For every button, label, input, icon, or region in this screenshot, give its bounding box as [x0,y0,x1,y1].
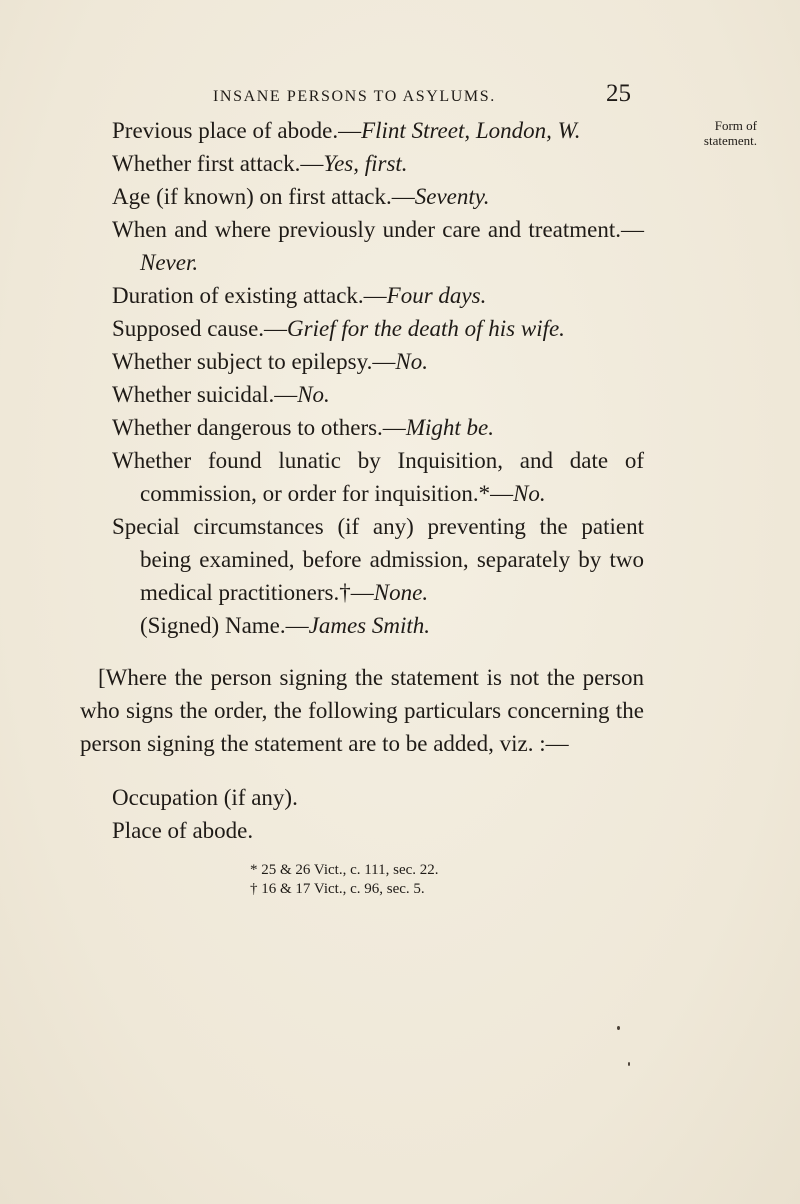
entry-first-attack [112,147,644,180]
entry-question: Whether found lunatic by Inquisition, and date of commission, or order for inquisition.*— [112,448,644,506]
entry-answer: No. [513,481,546,506]
entry-answer: Grief for the death of his wife. [287,316,565,341]
particular-abode: Place of abode. [112,818,254,843]
margin-note-line-2: statement. [703,133,757,148]
entry-question: Whether subject to epilepsy.— [112,349,396,374]
signature-label: (Signed) Name.— [140,613,309,638]
instruction-note: [Where the person signing the statement is not the person who signs the order, the following particulars concerning the person signing the statement are to be added, viz. :— [80,665,644,756]
entry-previous-treatment [112,213,644,279]
signature-name: James Smith. [308,613,431,638]
particulars-list [112,781,644,847]
statement-body [80,114,644,899]
entry-answer: Flint Street, London, W. [361,118,581,143]
entry-question: Whether first attack.— [112,151,324,176]
entry-supposed-cause [112,312,644,345]
running-head: INSANE PERSONS TO ASYLUMS. [213,88,496,105]
entry-answer: Never. [140,250,199,275]
entry-answer: Seventy. [414,184,490,209]
footnotes [112,861,644,899]
entry-question: Previous place of abode.— [112,118,362,143]
ink-speck [617,1026,620,1030]
entry-age-first-attack [112,180,644,213]
entry-answer: Might be. [405,415,494,440]
entry-special-circumstances [112,510,644,609]
entry-question: Special circumstances (if any) preventing the patient being examined, before admission, separately by two medical practitioners.†— [112,514,644,605]
footnote-2: † 16 & 17 Vict., c. 96, sec. 5. [250,881,425,897]
margin-note [657,118,757,148]
entry-question: Whether suicidal.— [112,382,298,407]
entry-answer: None. [373,580,429,605]
entry-previous-abode [112,114,644,147]
signature-line [112,609,644,642]
entry-question: When and where previously under care and treatment.— [112,217,644,242]
entry-duration [112,279,644,312]
entry-answer: No. [395,349,428,374]
entry-suicidal [112,378,644,411]
entry-inquisition [112,444,644,510]
entry-question: Whether dangerous to others.— [112,415,406,440]
entry-answer: Yes, first. [323,151,408,176]
entry-epilepsy [112,345,644,378]
footnote-1: * 25 & 26 Vict., c. 111, sec. 22. [250,862,439,878]
ink-speck [628,1062,630,1066]
entry-answer: Four days. [386,283,487,308]
particular-occupation: Occupation (if any). [112,785,298,810]
entry-dangerous [112,411,644,444]
entry-question: Duration of existing attack.— [112,283,387,308]
page-number: 25 [606,80,631,107]
margin-note-line-1: Form of [714,118,757,133]
entry-question: Supposed cause.— [112,316,288,341]
entry-question: Age (if known) on first attack.— [112,184,415,209]
entry-answer: No. [297,382,330,407]
